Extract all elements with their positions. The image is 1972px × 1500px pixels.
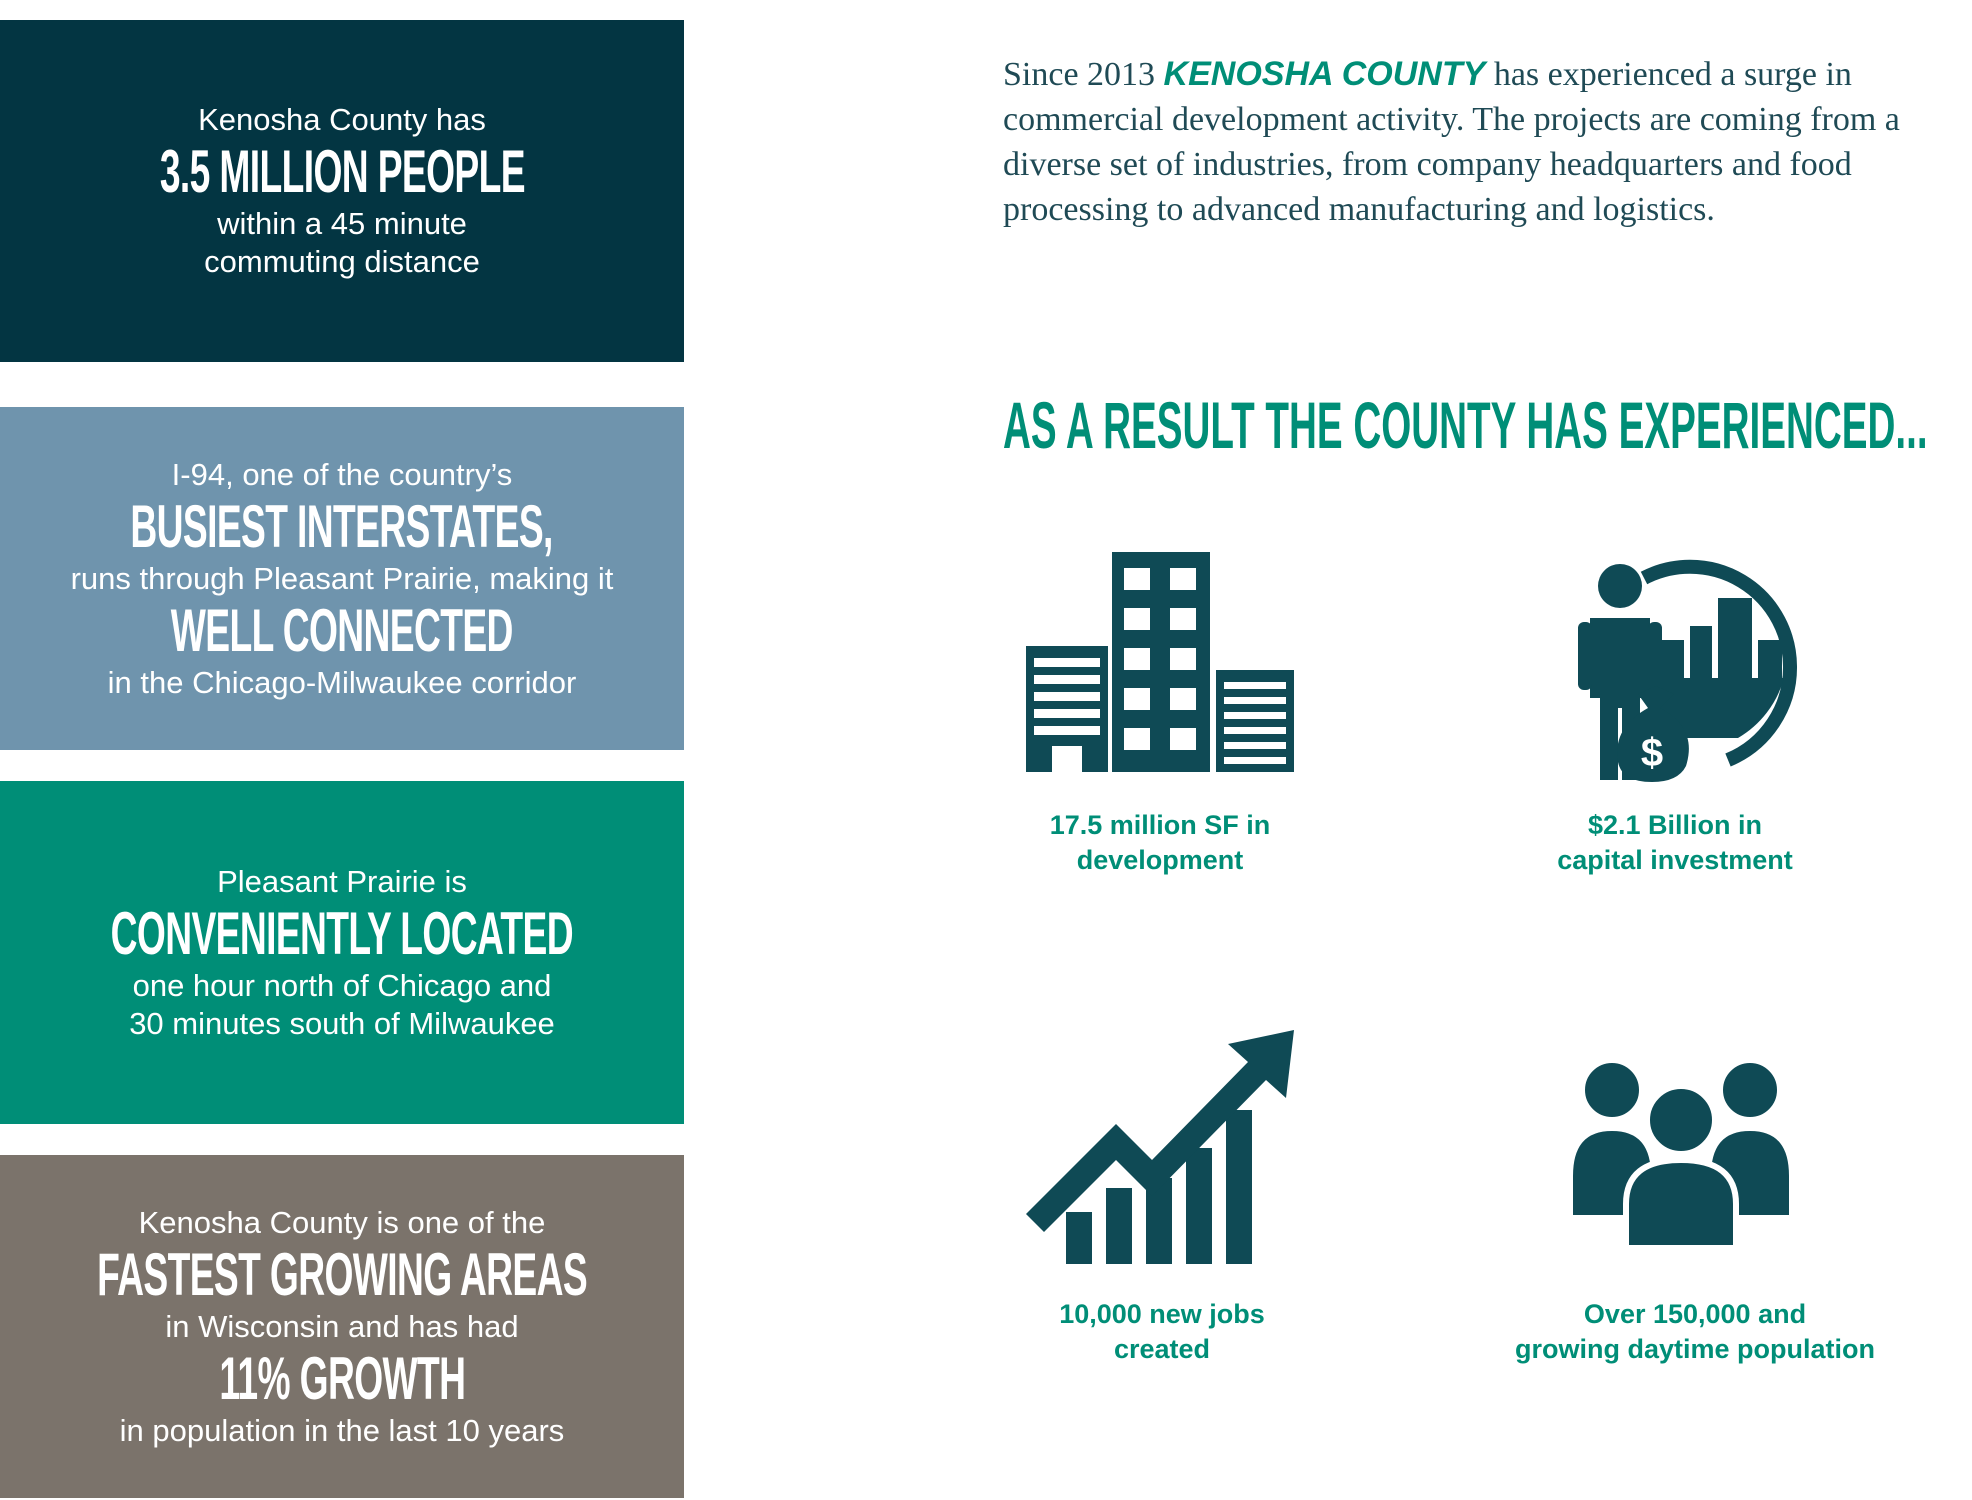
panel-text: in Wisconsin and has had (165, 1308, 519, 1344)
panel-text: Pleasant Prairie is (217, 863, 467, 899)
panel-headline: BUSIEST INTERSTATES, (130, 492, 554, 560)
panel-text: 30 minutes south of Milwaukee (129, 1005, 555, 1041)
stat-label (980, 808, 1340, 878)
panel-headline: 11% GROWTH (219, 1344, 465, 1412)
stat-line: development (1076, 845, 1244, 875)
panel-location (0, 781, 684, 1124)
panel-text: Kenosha County has (198, 102, 486, 137)
intro-suffix: has experienced a surge in commercial development activity. The projects are coming from a diverse set of industries, from company headquarters and food processing to advanced manufacturing and logistics. (1003, 56, 1900, 228)
svg-text:$: $ (1640, 731, 1664, 775)
panel-headline: CONVENIENTLY LOCATED (110, 899, 574, 967)
panel-growth (0, 1155, 684, 1498)
panel-text: Kenosha County is one of the (138, 1204, 546, 1240)
panel-text: in the Chicago-Milwaukee corridor (107, 664, 577, 700)
intro-prefix: Since 2013 (1003, 56, 1164, 93)
people-group-icon (1568, 1058, 1794, 1250)
panel-population (0, 20, 684, 362)
panel-text: I-94, one of the country’s (171, 456, 513, 492)
panel-text: one hour north of Chicago and (132, 967, 552, 1003)
stat-label (982, 1297, 1342, 1367)
stat-line: 17.5 million SF in (1049, 810, 1271, 840)
panel-text: runs through Pleasant Prairie, making it (70, 560, 614, 596)
stat-line: Over 150,000 and (1583, 1299, 1807, 1329)
intro-paragraph (1003, 52, 1972, 232)
panel-headline: WELL CONNECTED (171, 596, 513, 664)
panel-text: within a 45 minute (217, 206, 467, 241)
stat-line: growing daytime population (1515, 1334, 1875, 1364)
growth-chart-arrow-icon (1022, 1028, 1296, 1266)
stat-label (1495, 1297, 1895, 1367)
panel-headline: 3.5 MILLION PEOPLE (159, 138, 525, 205)
result-heading: AS A RESULT THE COUNTY HAS EXPERIENCED... (1003, 388, 1928, 462)
stat-label (1495, 808, 1855, 878)
stat-line: capital investment (1557, 845, 1793, 875)
buildings-icon (1024, 550, 1296, 774)
panel-text: in population in the last 10 years (119, 1412, 565, 1448)
intro-highlight: KENOSHA COUNTY (1163, 55, 1486, 93)
investor-money-bag-icon (1568, 548, 1804, 784)
panel-interstate (0, 407, 684, 750)
stat-line: created (1113, 1334, 1211, 1364)
panel-text: commuting distance (204, 244, 480, 279)
stat-line: $2.1 Billion in (1587, 810, 1763, 840)
stat-line: 10,000 new jobs (1059, 1299, 1265, 1329)
panel-headline: FASTEST GROWING AREAS (97, 1240, 587, 1308)
